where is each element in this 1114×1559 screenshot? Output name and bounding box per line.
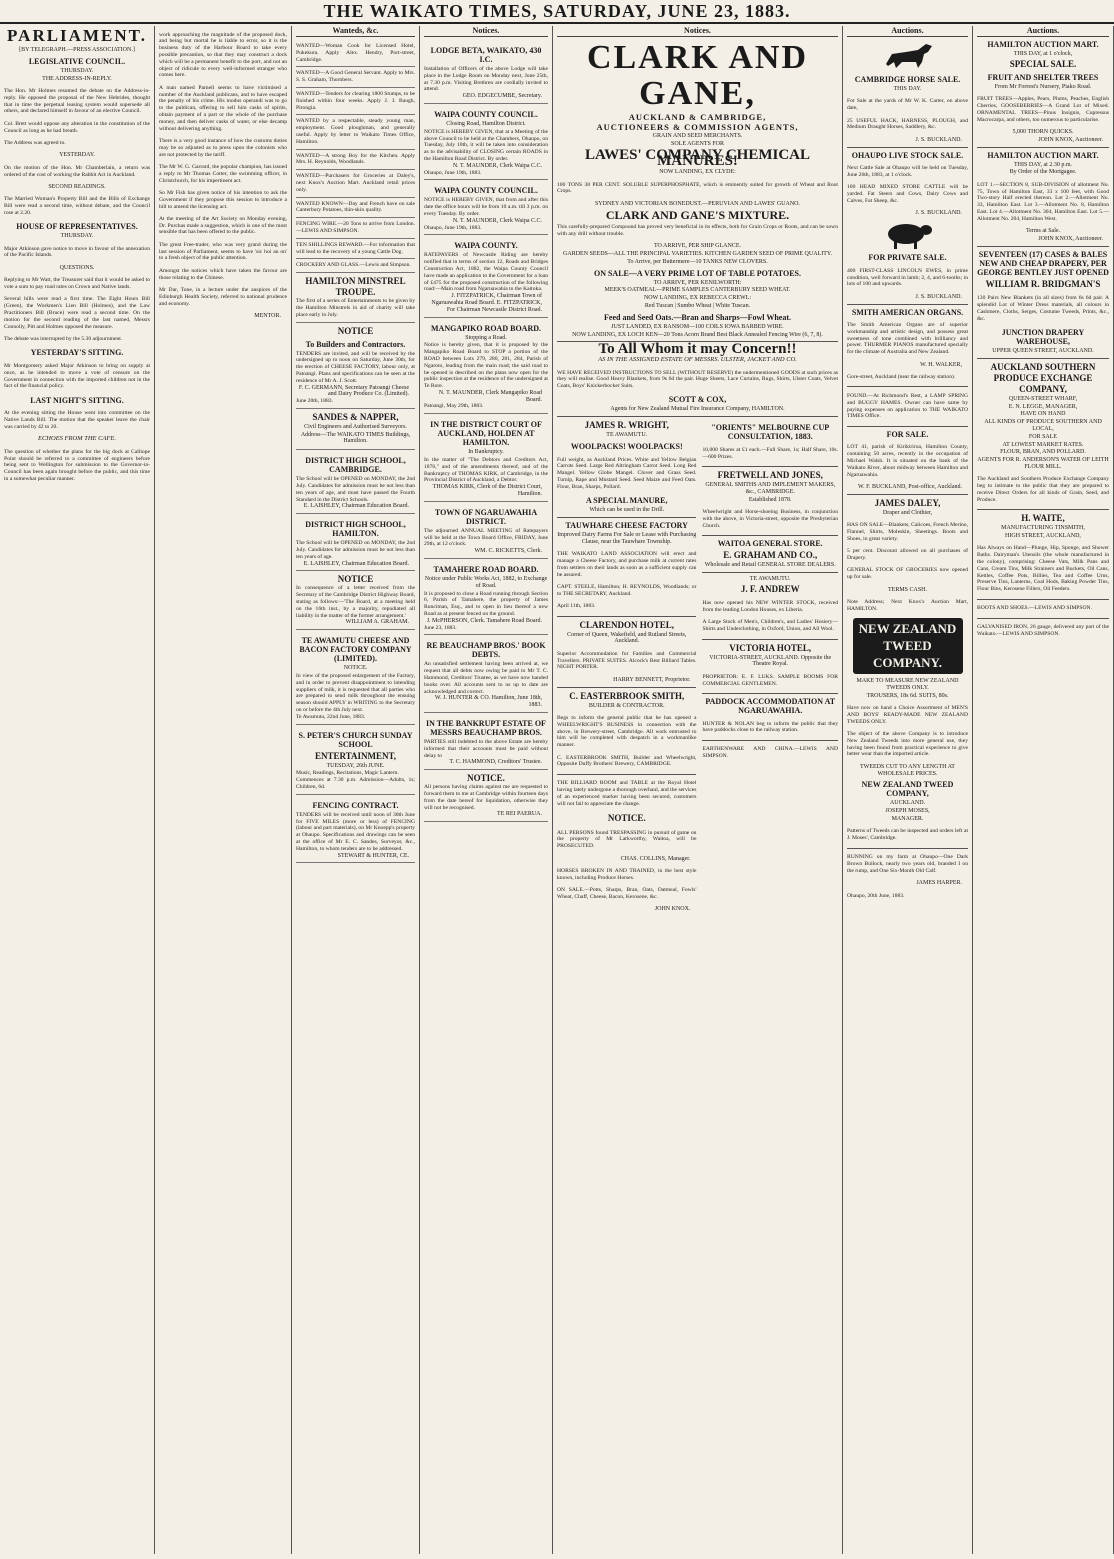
- ad-text: JOSEPH MOSES,: [885, 808, 930, 815]
- ad-text: SMITH AMERICAN ORGANS.: [851, 307, 964, 317]
- ad-text: CHAS. COLLINS, Manager.: [620, 855, 691, 862]
- masthead-title: THE WAIKATO TIMES, SATURDAY, JUNE 23, 1883.: [323, 1, 791, 21]
- column-notices: [420, 26, 553, 1554]
- ad-text: THE BILLIARD ROOM and TABLE at the Royal Hotel having lately undergone a thorough overhaul, and the services of an experienced marker having been secured, customers will not fail to appreciate the change.: [557, 780, 697, 807]
- ad-text: THIS DAY, at 2.30 p.m.: [1013, 161, 1072, 168]
- scott-cox-sub: Agents for New Zealand Mutual Fire Insurance Company, HAMILTON.: [610, 406, 785, 413]
- article-paragraph: Mr Dar, Tone, in a lecture under the auspices of the Edinburgh Health Society, referred to national prudence and economy.: [159, 287, 287, 307]
- article-paragraph: Amongst the notices which have taken the favour are those relating to the Chinese.: [159, 267, 287, 281]
- estate-sub: AS IN THE ASSIGNED ESTATE OF MESSRS. ULSTER, JACKET AND CO.: [598, 356, 797, 364]
- notice-ad: NOTICE In consequence of a letter received from the Secretary of the Cambridge District Highway Board, stating as follows:—'The Board, at a meeting held on the 16th inst., by a majority, repudiated all liability in the matter of the former arrangement.' WILLIAM A. GRAHAM.: [296, 571, 415, 630]
- column-cafe-continued: [155, 26, 292, 1554]
- ad-text: A SPECIAL MANURE,: [585, 496, 668, 506]
- last-nights-sitting-heading: LAST NIGHT'S SITTING.: [30, 395, 124, 405]
- sole-agents: SOLE AGENTS FOR: [670, 140, 724, 147]
- classified-ad: WANTED—Purchasers for Groceries at Daley's, next Knox's Auction Mart. Auckland retail prices only.: [296, 170, 415, 197]
- ad-text: AUCKLAND.: [889, 800, 926, 807]
- ad-text: UPPER QUEEN STREET, AUCKLAND.: [992, 348, 1094, 355]
- ad-text: TROUSERS, 18s 6d. SUITS, 80s.: [866, 692, 949, 699]
- ad-text: SEVENTEEN (17) CASES & BALES NEW AND CHEAP DRAPERY, PER GEORGE BENTLEY JUST OPENED: [977, 249, 1109, 277]
- ad-text: JAMES HARPER.: [916, 880, 962, 887]
- byline: [BY TELEGRAPH.—PRESS ASSOCIATION.]: [19, 47, 135, 53]
- ad-text: WAITOA GENERAL STORE.: [717, 539, 823, 549]
- ad-text: Ohaupo, 20th June, 1883.: [847, 892, 905, 899]
- article-paragraph: Col. Brett would oppose any alteration in the constitution of the Council as long as he had breath.: [4, 120, 150, 134]
- ad-text: Has now opened his NEW WINTER STOCK, received from the leading London Houses, ex Liberia.: [702, 600, 838, 614]
- ad-text: CLARENDON HOTEL,: [579, 619, 674, 630]
- column-auctions: [843, 26, 973, 1554]
- article-paragraph: The Address was agreed to.: [4, 139, 66, 146]
- ad-text: This carefully-prepared Compound has proved very beneficial in its effects, both for Grain Crops or Roots, and can be sown with any drill without trouble.: [557, 223, 838, 237]
- minstrel-ad: HAMILTON MINSTREL TROUPE. The first of a series of Entertainments to be given by the Hamilton Minstrels in aid of charity will take place early in July.: [296, 273, 415, 322]
- ad-text: OHAUPO LIVE STOCK SALE.: [851, 150, 964, 160]
- ad-text: JUNCTION DRAPERY WAREHOUSE,: [1001, 328, 1085, 347]
- council-heading: LEGISLATIVE COUNCIL.: [28, 56, 126, 66]
- school-notice: DISTRICT HIGH SCHOOL, HAMILTON. The School will be OPENED on MONDAY, the 2nd July. Candidates for admission must be not less than ten years of age. E. LAISHLEY, Chairman Education Board.: [296, 514, 415, 571]
- ad-text: HARRY BENNETT, Proprietor.: [613, 676, 691, 683]
- ad-text: FOR PRIVATE SALE.: [868, 253, 947, 263]
- article-paragraph: work approaching the magnitude of the proposed dock, and being but mortal he is liable to error, so it is the business duty of the Harbour Board to take every possible precaution, so that they may construct a dock which will be a permanent benefit to the port, and not an object of ridicule to every well-informed stranger who comes here.: [159, 31, 287, 79]
- ad-text: C. EASTERBROOK SMITH,: [569, 690, 685, 701]
- column-clark-gane: [553, 26, 843, 1554]
- fencing-contract-ad: FENCING CONTRACT. TENDERS will be received until noon of 30th June for FIVE MILES (more or less) of FENCING (labour and part materials), on Mr Knoepp's property at Ohaupo. Specifications and drawings can be seen at the office of Mr E. C. Sandes, Surveyor, &c., Hamilton, to whom tenders are to be addressed. STEWART & HUNTER, CE.: [296, 795, 415, 864]
- ad-text: EARTHENWARE AND CHINA.—LEWIS AND SIMPSON.: [702, 746, 838, 760]
- classified-ad: TEN SHILLINGS REWARD.—For information that will lead to the recovery of a young Cattle Dog.: [296, 239, 415, 260]
- ad-text: AUCKLAND SOUTHERN PRODUCE EXCHANGE COMPANY,: [990, 361, 1096, 394]
- reply-heading: THE ADDRESS-IN-REPLY.: [42, 75, 112, 82]
- ad-text: FOUND.—At Richmond's Rest, a LAMP SPRING and BUGGY HAMES. Owner can have same by paying expenses on application to THE WAIKATO TIMES Office.: [847, 393, 968, 420]
- ad-text: WE HAVE RECEIVED INSTRUCTIONS TO SELL (WITHOUT RESERVE) the undermentioned GOODS at such prices as they will realise. Good Heavy Blankets, from 9s 6d the pair. Huge Sheets, Lace Curtains, Rugs, Shirts, Ulster Coats, Velvet Coats, Boys' Knickerbocker Suits.: [557, 369, 838, 390]
- ad-text: VICTORIA-STREET, AUCKLAND. Opposite the Theatre Royal.: [709, 654, 832, 668]
- thursday-heading: THURSDAY.: [60, 67, 94, 74]
- ad-text: NOTICE.: [607, 813, 646, 824]
- column-parliament: [0, 26, 155, 1554]
- ad-text: BOOTS AND SHOES.—LEWIS AND SIMPSON.: [977, 605, 1092, 612]
- classified-ad: WANTED—A strong Boy for the Kitchen. Apply Mrs. H. Reynolds, Woodlands.: [296, 150, 415, 171]
- ad-text: AT LOWEST MARKET RATES.: [1002, 441, 1084, 448]
- ad-text: Superior Accommodation for Families and Commercial Travellers. PRIVATE SUITES. Alcock's Best Billiard Tables. NIGHT PORTER.: [557, 650, 697, 671]
- ad-text: THE WAIKATO LAND ASSOCIATION will erect and manage a Cheese Factory, and purchase milk at current rates from settlers on their lands as soon as a sufficient supply can be assured.: [557, 551, 697, 578]
- ad-text: J. S. BUCKLAND.: [915, 210, 962, 217]
- ad-text: Established 1878.: [748, 496, 792, 503]
- ad-text: FRUIT TREES—Apples, Pears, Plums, Peaches, English Cherries, GOOSEBERRIES—A Grand Lot of Mixed. ORNAMENTAL TREES—Pinus Insignis, Cupressus Macrocarpa, and others, too numerous to particularise.: [977, 96, 1109, 123]
- tweed-company-logo: NEW ZEALAND TWEED COMPANY.: [853, 618, 963, 674]
- ad-text: TAUWHARE CHEESE FACTORY: [565, 521, 688, 531]
- sandes-napper-ad: SANDES & NAPPER, Civil Engineers and Authorised Surveyors. Address—The WAIKATO TIMES Buildings, Hamilton.: [296, 409, 415, 450]
- ad-text: Begs to inform the general public that he has opened a WHEELWRIGHT'S BUSINESS in connection with the above, in Brewery-street, Cambridge. All work entrusted to him will be completed with despatch in a workmanlike manner.: [557, 714, 697, 749]
- ad-text: QUEEN-STREET WHARF,: [1008, 395, 1078, 402]
- waipa-council-notice: WAIPA COUNTY COUNCIL. Closing Road, Hamilton District. NOTICE is HEREBY GIVEN, that at a Meeting of the above Council to be held at the Chambers, Ohaupo, on Tuesday, July 10th, it will be taken into consideration as to the advisability of CLOSING certain ROADS in the Hamilton Road District. By order. N. T. MAUNDER, Clerk Waipa C.C. Ohaupo, June 19th, 1883.: [424, 104, 548, 180]
- ad-text: 5 per cent. Discount allowed on all purchases of Drapery.: [847, 548, 968, 561]
- mangapiko-notice: MANGAPIKO ROAD BOARD. Stopping a Road. Notice is hereby given, that it is proposed by the Mangapiko Road Board to STOP a portion of the ROAD between Lots 279, 280, 281, 284, Parish of Ngaroto, leading from the main road; the said road to be opened is described on the plans now open for the public inspection at the residence of the undersigned at Te Rore. N. T. MAUNDER, Clerk Mangapiko Road Board. Patoangi, May 29th, 1883.: [424, 318, 548, 415]
- clark-gane-sub: AUCKLAND & CAMBRIDGE,: [628, 112, 767, 122]
- ad-text: 100 TONS 38 PER CENT. SOLUBLE SUPERPHOSPHATE, which is eminently suited for growth of Wheat and Root Crops.: [557, 181, 838, 195]
- article-paragraph: There is a very good instance of how the customs duties may be so adjusted as to press upon the colonists who are not protected by the tariff.: [159, 137, 287, 158]
- ad-text: WOOLPACKS! WOOLPACKS!: [570, 442, 683, 452]
- ad-text: JUST LANDED, EX RANSOM—100 COILS IOWA BARBED WIRE.: [611, 323, 784, 330]
- column-heading: Wanteds, &c.: [296, 26, 415, 37]
- ad-text: CAMBRIDGE HORSE SALE.: [854, 75, 961, 84]
- ad-text: 10,000 Shares at £1 each.—Full Share, 1s; Half Share, 10s.—600 Prizes.: [702, 446, 838, 460]
- article-paragraph: On the motion of the Hon. Mr Chamberlain, a return was ordered of the cost of working the Rabbit Act in Auckland.: [4, 164, 150, 178]
- ad-text: 25 USEFUL HACK, HARNESS, PLOUGH, and Medium Draught Horses, Saddlery, &c.: [847, 117, 968, 131]
- ad-text: GARDEN SEEDS—ALL THE PRINCIPAL VARIETIES. KITCHEN GARDEN SEED OF PRIME QUALITY.: [563, 250, 832, 257]
- ad-text: SPECIAL SALE.: [1009, 58, 1077, 69]
- ad-text: HUNTER & NOLAN beg to inform the public that they have paddocks close to the railway station.: [702, 720, 838, 734]
- ad-text: TWEEDS CUT TO ANY LENGTH AT WHOLESALE PRICES.: [860, 763, 955, 777]
- ad-text: HIGH STREET, AUCKLAND,: [1005, 533, 1081, 540]
- ad-text: FRETWELL AND JONES,: [717, 470, 823, 481]
- article-paragraph: At the evening sitting the House went into committee on the Native Lands Bill. The motion that the speaker leave the chair was carried by 42 to 20.: [4, 410, 150, 430]
- ad-text: JOHN KNOX, Auctioneer.: [1038, 136, 1103, 143]
- ad-text: MAKE TO MEASURE NEW ZEALAND TWEEDS ONLY.: [856, 678, 959, 691]
- article-paragraph: At the meeting of the Art Society on Monday evening, Dr. Purchas made a suggestion, which is one of the most sensible that has been offered to the public.: [159, 215, 287, 236]
- ad-text: J. S. BUCKLAND.: [915, 136, 962, 143]
- horse-icon: [878, 40, 938, 72]
- classified-ad: WANTED—A Good General Servant. Apply to Mrs. S. S. Graham, Thornbers.: [296, 67, 415, 88]
- article-paragraph: The Hon. Mr Holmes resumed the debate on the Address-in-reply. He opposed the proposal of the New Hebrides, thought that in time the perpetual leasing system would supersede all others, and declared himself in favour of an elective Council.: [4, 87, 150, 115]
- ad-text: J. F. ANDREW: [740, 583, 800, 594]
- column-wanteds: [292, 26, 420, 1554]
- ad-text: GALVANISED IRON, 26 gauge, delivered any part of the Waikato.—LEWIS AND SIMPSON.: [977, 624, 1109, 637]
- ad-text: SYDNEY AND VICTORIAN BONEDUST.—PERUVIAN AND LAWES' GUANO.: [594, 200, 801, 207]
- ad-text: HAMILTON AUCTION MART.: [987, 150, 1099, 160]
- tamahere-notice: TAMAHERE ROAD BOARD. Notice under Public Works Act, 1882, to Exchange of Road. It is proposed to close a Road running through Section 6, Parish of Tamahere, the property of James Runciman, Esq., and to open in lieu thereof a new Road as at present fenced on the ground. J. McPHERSON, Clerk. Tamahere Road Board. June 23, 1883.: [424, 559, 548, 635]
- ad-text: Gore-street, Auckland (near the railway station).: [847, 374, 956, 381]
- school-notice: DISTRICT HIGH SCHOOL, CAMBRIDGE. The School will be OPENED on MONDAY, the 2nd July. Candidates for admission must be not less than ten years of age, and must have passed the Fourth Standard in the District Schools. E. LAISHLEY, Chairman Education Board.: [296, 450, 415, 514]
- cheese-factory-ad: TE AWAMUTU CHEESE AND BACON FACTORY COMPANY (LIMITED). NOTICE. In view of the proposed enlargement of the Factory, and in order to prevent disappointment to intending suppliers of milk, it is requested that all parties who are prepared to send milk throughout the ensuing season should APPLY in WRITING to the Secretary on or before the 4th July next. Te Awamutu, 22nd June, 1883.: [296, 630, 415, 724]
- ad-text: TE AWAMUTU.: [749, 575, 791, 582]
- ad-text: By Order of the Mortgagee.: [1009, 169, 1077, 176]
- ad-text: JOHN KNOX.: [654, 906, 691, 913]
- sunday-school-ad: S. PETER'S CHURCH SUNDAY SCHOOL ENTERTAINMENT, TUESDAY, 26th JUNE. Music, Readings, Recitations, Magic Lantern. Commences at 7.30 p.m. Admission—Adults, 1s; Children, 6d.: [296, 725, 415, 795]
- ad-text: GENERAL SMITHS AND IMPLEMENT MAKERS, &c., CAMBRIDGE.: [705, 482, 836, 495]
- ad-text: Corner of Queen, Wakefield, and Rutland Streets, Auckland.: [567, 631, 687, 645]
- article-paragraph: Several bills were read a first time. The Eight Hours Bill (Green), the Workmen's Lien Bill (Holmes), and the Law Practitioners Bill (Bruce) were read a second time. On the motion for the second reading of the last named, Messrs Connolly, Pitt and Holmes opposed the measure.: [4, 296, 150, 330]
- article-paragraph: The great Free-trader, who was very grand during the last session of Parliament, seems to have 'sic hoi an on' to a fresh object of the public attention.: [159, 241, 287, 262]
- ad-text: PROPRIETOR: E. F. LUKS. SAMPLE ROOMS FOR COMMERCIAL GENTLEMEN.: [702, 673, 838, 687]
- waipa-county-notice: WAIPA COUNTY. RATEPAYERS of Newcastle Riding are hereby notified that in terms of section 12, Roads and Bridges Construction Act, 1882, the Waipa County Council have made an application to the Government for a loan of £475 for the proposed construction of the following road:—Main road from Ngaruawahia to the Kaitoka. J. FITZPATRICK, Chairman Town of Ngaruawahia Road Board. E. FITZPATRICK, For Chairman Newcastle District Road.: [424, 235, 548, 317]
- ad-text: From Mr Forrest's Nursery, Piako Road.: [994, 83, 1092, 90]
- ad-text: For Sale at the yards of Mr W. K. Carter, on above date,: [847, 98, 968, 112]
- ad-text: CAPT. STEELE, Hamilton; H. REYNOLDS, Woodlands; or to THE SECRETARY, Auckland.: [557, 584, 697, 597]
- ad-text: ALL PERSONS found TRESPASSING in pursuit of game on the property of Mr Larkworthy, Waitoa, will be PROSECUTED.: [557, 829, 697, 850]
- ad-text: Draper and Clothier,: [882, 509, 933, 516]
- ad-text: JOHN KNOX, Auctioneer.: [1038, 235, 1103, 242]
- masthead: [0, 0, 1114, 24]
- claims-notice: NOTICE. All persons having claims against me are requested to forward them to me at Cambridge within fourteen days from the date hereof for liquidation, otherwise they will not be recognised. TE REI PAERUA.: [424, 770, 548, 822]
- bankruptcy-notice: IN THE DISTRICT COURT OF AUCKLAND, HOLDEN AT HAMILTON. In Bankruptcy. In the matter of "The Debtors and Creditors Act, 1876," and of the amendments thereof, and of the Bankruptcy of THOMAS KIRK, of Cambridge, in the Provincial District of Auckland, a Debtor. THOMAS KIRK, Clerk of the District Court, Hamilton.: [424, 414, 548, 502]
- ad-text: 130 Pairs New Blankets (in all sizes) from 6s 6d pair. A splendid Lot of Winter Dress materials, all colours in Cashmere, Cloths, Serges, Costume Tweeds, Prints, &c., &c.: [977, 295, 1109, 322]
- ad-text: 5,000 THORN QUICKS.: [1012, 128, 1074, 135]
- ad-text: A Large Stock of Men's, Children's, and Ladies' Hosiery—Shirts and Underclothing, in Oxford, Union, and All Wool.: [702, 619, 838, 633]
- ad-text: LOT 1.—SECTION 8, SUB-DIVISION of allotment No. 75, Town of Hamilton East, 33 x 100 feet, with Good Two-story Half erected thereon. Lot 2.—Allotment No. 33, Hamilton East. Lot 3.—Allotment No. 8, Hamilton East. Lot 4.—Allotment No. 304, Hamilton East. Lot 5.—Allotment No. 204, Hamilton West.: [977, 181, 1109, 222]
- ad-text: NOW LANDING, EX REBECCA CREWL:: [643, 295, 752, 302]
- ad-text: AGENTS FOR R. ANDERSON'S WATER OF LEITH FLOUR MILL.: [977, 457, 1109, 471]
- bankrupt-estate-notice: IN THE BANKRUPT ESTATE OF MESSRS BEAUCHAMP BROS. PARTIES still indebted to the above Estate are hereby informed that their accounts must be paid without delay to T. C. HAMMOND, Creditors' Trustee.: [424, 713, 548, 770]
- ad-text: Terms at Sale.: [1025, 228, 1061, 235]
- article-paragraph: The debate was interrupted by the 5.30 adjournment.: [4, 336, 123, 343]
- ad-text: VICTORIA HOTEL,: [729, 642, 812, 653]
- ad-text: ALL KINDS OF PRODUCE SOUTHERN AND LOCAL,: [984, 419, 1102, 433]
- wright-heading: JAMES R. WRIGHT,: [584, 420, 669, 431]
- house-heading: HOUSE OF REPRESENTATIVES.: [16, 222, 138, 232]
- ad-text: W. F. BUCKLAND, Post-office, Auckland.: [857, 484, 962, 490]
- column-auctions-2: [973, 26, 1114, 1554]
- ad-text: WILLIAM R. BRIDGMAN'S: [985, 278, 1101, 289]
- ad-text: 100 HEAD MIXED STORE CATTLE will be yarded. Fat Steers and Cows, Dairy Cows and Calves, Fat Sheep, &c.: [847, 184, 968, 204]
- sheep-icon: [880, 220, 936, 250]
- article-paragraph: Replying to Mr Watt, the Treasurer said that it would be asked to vote a sum to pay road rates on Crown and Native lands.: [4, 277, 150, 291]
- ad-text: The object of the above Company is to introduce New Zealand Tweeds into more general use, they having been found from practical experience to give better wear than the imported article.: [847, 731, 968, 758]
- column-heading: Notices.: [557, 26, 838, 37]
- ad-text: NOW LANDING, EX LOCH KEN—20 Tons Acorn Brand Best Black Annealed Fencing Wire (6, 7, 8).: [572, 331, 823, 338]
- ad-text: LOT 41, parish of Kirikiriroa, Hamilton County, containing 50 acres, recently in the occupation of Michael Walsh. It is situated on the bank of the Waikato River, about midway between Hamilton and Ngaruawahia.: [847, 444, 968, 478]
- ad-text: HAVE ON HAND: [1020, 411, 1066, 418]
- column-heading: Auctions.: [847, 26, 968, 37]
- ad-text: TO ARRIVE, PER KENILWORTH:: [653, 279, 742, 286]
- ad-text: Which can be used in the Drill.: [589, 507, 665, 514]
- ad-text: Next Cattle Sale at Ohaupo will be held on Tuesday, June 26th, 1883, at 1 o'clock.: [847, 165, 968, 178]
- ad-text: ON SALE—A VERY PRIME LOT OF TABLE POTATOES.: [593, 268, 802, 278]
- scott-cox: SCOTT & COX,: [668, 395, 727, 405]
- yesterday-heading: YESTERDAY.: [59, 152, 95, 159]
- ad-text: ON SALE.—Potts, Sharps, Bran, Oats, Oatmeal, Fowls' Wheat, Chaff, Cheese, Bacon, Kerosene, &c.: [557, 887, 697, 901]
- classified-ad: FENCING WIRE.—20 Tons to arrive from London.—LEWIS AND SIMPSON.: [296, 218, 415, 239]
- waipa-council-notice: WAIPA COUNTY COUNCIL. NOTICE is HEREBY GIVEN, that from and after this date the office hours will be from 10 a.m. till 3 p.m. on every Tuesday. By order. N. T. MAUNDER, Clerk Waipa C.C. Ohaupo, June 19th, 1883.: [424, 180, 548, 235]
- split-section: [557, 420, 838, 913]
- ad-text: FRUIT AND SHELTER TREES: [987, 72, 1099, 82]
- ad-text: FOR SALE.: [886, 429, 929, 439]
- second-reading-heading: SECOND READINGS.: [48, 183, 106, 190]
- classified-ad: WANTED by a respectable, steady young man, employment. Good ploughman, and generally useful. Apply by letter to Waikato Times Office, Hamilton.: [296, 115, 415, 149]
- ad-text: April 11th, 1883.: [557, 603, 596, 610]
- ad-text: "ORIENTS" MELBOURNE CUP CONSULTATION, 1883.: [711, 423, 830, 442]
- ad-text: THIS DAY, at 1 o'clock,: [1013, 51, 1073, 57]
- lodge-notice: LODGE BETA, WAIKATO, 430 I.C. Installation of Officers of the above Lodge will take place in the Lodge Room on Monday next, June 25th, at 7.30 p.m. Visiting Brethren are cordially invited to attend. GEO. EDGECUMBE, Secretary.: [424, 40, 548, 104]
- clark-gane-sub: AUCTIONEERS & COMMISSION AGENTS,: [596, 122, 799, 132]
- ad-text: RUNNING on my farm at Ohaupo—One Dark Brown Bullock, nearly two years old, branded I on the rump, and One Six-Month Old Calf.: [847, 854, 968, 874]
- classified-ad: WANTED KNOWN—Day and French have on sale Canterbury Potatoes, thin-skin quality.: [296, 198, 415, 219]
- ad-text: PADDOCK ACCOMMODATION AT NGARUAWAHIA.: [705, 696, 836, 715]
- ad-text: TE AWAMUTU.: [606, 432, 648, 439]
- thursday-heading: THURSDAY.: [60, 233, 94, 240]
- ad-text: Improved Dairy Farms For Sale or Lease with Purchasing Clause, near the Tauwhare Township.: [557, 532, 697, 545]
- ad-text: Feed and Seed Oats.—Bran and Sharps—Fowl Wheat.: [604, 312, 791, 322]
- ad-text: To Arrive, per Buttermere—10 TANKS NEW CLOVERS.: [627, 258, 768, 265]
- ad-text: HAMILTON AUCTION MART.: [987, 40, 1099, 49]
- ad-text: MANAGER.: [891, 816, 924, 823]
- beauchamp-notice: RE BEAUCHAMP BROS.' BOOK DEBTS. An unsatisfied settlement having been arrived at, we request that all debts now owing be paid to Mr T. C. Hammond, Creditors' Trustee, as we have now handed books over. All accounts sent to us up to date are acknowledged and correct. W. J. HUNTER & CO. Hamilton, June 18th, 1883.: [424, 635, 548, 713]
- ad-text: TO ARRIVE, PER SHIP GLANCE.: [653, 243, 741, 250]
- column-heading: Auctions.: [977, 26, 1109, 37]
- lawes-banner: LAWES' COMPANY CHEMICAL MANURES!: [584, 146, 810, 170]
- ad-text: BUILDER & CONTRACTOR.: [588, 702, 665, 709]
- ad-text: The Auckland and Southern Produce Exchange Company beg to intimate to the public that they are prepared to receive Direct Orders for all kinds of Grain, Seed, and Produce.: [977, 476, 1109, 503]
- builders-notice: NOTICE To Builders and Contractors. TENDERS are invited, and will be received by the undersigned up to noon on Saturday, June 30th, for the erection of CHEESE FACTORY, labour only, at Patoangi. Plans and specifications can be seen at the residence of Mr A. J. Scott. F. C. GERMANN, Secretary Patoangi Cheese and Dairy Produce Co. (Limited). June 20th, 1883.: [296, 323, 415, 409]
- ad-text: Full weight, as Auckland Prices. White and Yellow Belgian Carrots Seed. Large Red Altringham Carrot Seed. Long Red Mangel. Yellow Globe Mangel. Clover and Grass Seed. Turnip, Rape and Mustard Seed. Seed Maize and Feed Oats. Flour, Bran, Sharps, Pollard.: [557, 456, 697, 490]
- now-landing: NOW LANDING, EX CLYDE:: [659, 169, 736, 176]
- ad-text: C. EASTERBROOK SMITH, Builder and Wheelwright, Opposite Duffy Brothers' Brewery, CAMBRIDGE.: [557, 754, 697, 768]
- yesterdays-sitting-heading: YESTERDAY'S SITTING.: [30, 348, 124, 358]
- ad-text: E. N. LEGGE, MANAGER,: [1008, 403, 1078, 410]
- article-paragraph: The Mr W. G. Garrard, the popular champion, has issued a reply to Mr Thomas Cotter, the swimming officer, in Christchurch, for his impertinent act.: [159, 163, 287, 184]
- ad-text: GENERAL STOCK OF GROCERIES now opened up for sale.: [847, 567, 968, 581]
- questions-heading: QUESTIONS.: [59, 264, 95, 271]
- ad-text: THIS DAY.: [893, 86, 922, 92]
- signature: MENTOR.: [254, 313, 281, 320]
- ad-text: Has Always on Hand—Plunge, Hip, Sponge, and Shower Baths. Dairyman's Utensils (the whole manufactured in the colony), comprising: Cheese Vats, Milk Pans and Cans, Cream Tins, Milk Strainers and Buckets, Oil Cans, Kettles, Coffee Pots, Billies, Tea and Coffee Urns, Preserve Tins, Lanterns, Coal Hods, Baking Powder Tins, Flour Bins, Kerosene Fillers, Oil Feeders.: [977, 545, 1109, 593]
- ad-text: NEW ZEALAND TWEED COMPANY,: [861, 780, 954, 799]
- ad-text: MEEK'S OATMEAL—PRIME SAMPLES CANTERBURY SEED WHEAT.: [604, 287, 791, 294]
- article-paragraph: Major Atkinson gave notice to move in favour of the annexation of the Pacific Islands.: [4, 245, 150, 259]
- ad-text: Wholesale and Retail GENERAL STORE DEALERS.: [704, 562, 836, 569]
- parliament-heading: PARLIAMENT.: [7, 26, 147, 45]
- ad-text: JAMES DALEY,: [874, 497, 941, 508]
- ad-text: TERMS CASH.: [887, 586, 927, 593]
- ad-text: FOR SALE: [1028, 433, 1058, 440]
- ad-text: J. S. BUCKLAND.: [915, 293, 962, 300]
- article-paragraph: The question of whether the plans for the big dock at Calliope Point should be referred to a committee of engineers before being sent to Wellington for submission to the Governor-in-Council has been again brought before the public, and this time in a somewhat peculiar manner.: [4, 448, 150, 482]
- article-paragraph: Mr Montgomery asked Major Atkinson to bring on supply at once, as he intended to move a vote of censure on the Government in connection with the imported children not in the fact of the financial policy.: [4, 363, 150, 390]
- subcolumn-right: [702, 420, 838, 913]
- classified-ad: WANTED—Tenders for clearing 1800 Stumps, to be finished within four weeks. Apply J. J. Baugh, Pirongia.: [296, 88, 415, 115]
- ad-text: Wheelwright and Horse-shoeing Business, in conjunction with the above, in Victoria-street, opposite the Presbyterian Church.: [702, 509, 838, 529]
- ad-text: FLOUR, BRAN, AND POLLARD.: [1000, 449, 1086, 456]
- clark-gane-heading: CLARK AND GANE,: [586, 39, 809, 112]
- classified-ad: CROCKERY AND GLASS.—Lewis and Simpson.: [296, 259, 415, 273]
- column-heading: Notices.: [424, 26, 548, 37]
- classified-ad: WANTED—Woman Cook for Licensed Hotel, Pukekura. Apply Alex. Hendry, Port-street, Cambridge.: [296, 40, 415, 67]
- ad-text: MANUFACTURING TINSMITH,: [1001, 525, 1085, 532]
- clark-gane-sub: GRAIN AND SEED MERCHANTS.: [652, 133, 743, 139]
- ad-text: Patterns of Tweeds can be inspected and orders left at J. Moses', Cambridge.: [847, 828, 968, 842]
- subcolumn-left: [557, 420, 696, 913]
- ad-text: E. GRAHAM AND CO.,: [723, 550, 818, 561]
- ad-text: H. WAITE,: [1021, 513, 1065, 524]
- ngaruawahia-notice: TOWN OF NGARUAWAHIA DISTRICT. The adjourned ANNUAL MEETING of Ratepayers will be held at the Town Board Office, FRIDAY, June 29th, at 12 o'clock. WM. C. RICKETTS, Clerk.: [424, 502, 548, 559]
- ad-text: The Smith American Organs are of superior workmanship and artistic design, and possess great sweetness of tone combined with brilliancy and power. THURMER PIANOS manufactured specially for the climate of Australia and New Zealand.: [847, 322, 968, 356]
- ad-text: 400 FIRST-CLASS LINCOLN EWES, in prime condition, well forward in lamb; 2, 4, and 6-tooths; in lots of 100 and upwards.: [847, 267, 968, 288]
- ad-text: Have now on hand a Choice Assortment of MEN'S AND BOYS' READY-MADE NEW ZEALAND TWEEDS ONLY.: [847, 705, 968, 725]
- article-paragraph: The Married Woman's Property Bill and the Bills of Exchange Bill were read a second time, without debate, and the Council rose at 2.20.: [4, 196, 150, 216]
- ad-text: Red Tuscan | Sumbo Wheat | White Tuscan.: [644, 302, 751, 309]
- ad-text: HORSES BROKEN IN AND TRAINED, in the best style known, including Produce Horses.: [557, 868, 697, 881]
- ad-text: Note Address; Next Knox's Auction Mart, HAMILTON.: [847, 598, 968, 612]
- whom-heading: To All Whom it may Concern!!: [598, 341, 797, 358]
- article-paragraph: So Mr Fish has given notice of his intention to ask the Government if they propose this session to introduce a bill to amend the licensing act.: [159, 189, 287, 210]
- ad-text: HAS ON SALE—Blankets, Calicoes, French Merino, Flannel, Shirts, Moleskin, Sheetings. Boots and Shoes, in great variety.: [847, 522, 968, 542]
- mixture-heading: CLARK AND GANE'S MIXTURE.: [605, 207, 790, 222]
- echoes-heading: ECHOES FROM THE CAFE.: [38, 435, 116, 443]
- ad-text: W. H. WALKER,: [920, 361, 962, 368]
- article-paragraph: A man named Parnell seems to have victimised a number of the Auckland publicans, and to have escaped the penalty of his crime. His modus operandi was to go to the publican, offering to sell him casks of spirits, obtain payment of a part or the whole of the purchase money, and then deliver casks of water, or else decamp without delivering anything.: [159, 84, 287, 132]
